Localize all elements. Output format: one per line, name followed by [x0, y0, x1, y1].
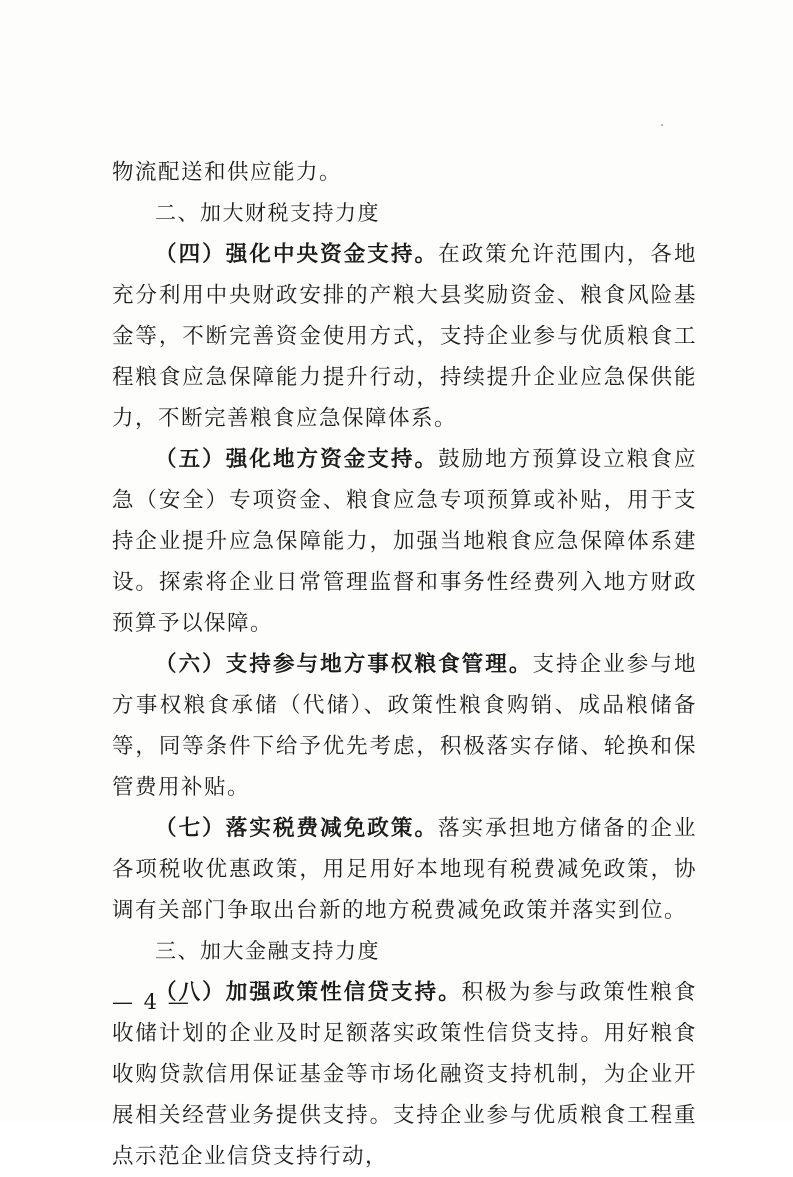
- document-body: [112, 152, 697, 1177]
- paragraph-item-4: [112, 234, 697, 439]
- item-8-lead: （八）加强政策性信贷支持。: [155, 980, 462, 1005]
- item-8-text: 积极为参与政策性粮食收储计划的企业及时足额落实政策性信贷支持。用好粮食收购贷款信用保证基金等市场化融资支持机制，为企业开展相关经营业务提供支持。支持企业参与优质粮食工程重点示范企业信贷支持行动，: [112, 980, 697, 1169]
- continuation-text: 物流配送和供应能力。: [112, 160, 343, 185]
- item-7-text: 落实承担地方储备的企业各项税收优惠政策，用足用好本地现有税费减免政策，协调有关部门争取出台新的地方税费减免政策并落实到位。: [112, 816, 697, 923]
- paragraph-item-6: [112, 644, 697, 808]
- page-number: — 4 —: [112, 990, 191, 1014]
- section-heading-two: 二、加大财税支持力度: [155, 201, 380, 225]
- item-6-lead: （六）支持参与地方事权粮食管理。: [155, 652, 533, 677]
- section-heading-three: 三、加大金融支持力度: [155, 939, 380, 963]
- paragraph-item-8: [112, 972, 697, 1177]
- item-4-lead: （四）强化中央资金支持。: [155, 242, 439, 267]
- scan-speck: [661, 124, 663, 126]
- item-5-text: 鼓励地方预算设立粮食应急（安全）专项资金、粮食应急专项预算或补贴，用于支持企业提升应急保障能力，加强当地粮食应急保障体系建设。探索将企业日常管理监督和事务性经费列入地方财政预算予以保障。: [112, 447, 697, 636]
- item-6-text: 支持企业参与地方事权粮食承储（代储）、政策性粮食购销、成品粮储备等，同等条件下给予优先考虑，积极落实存储、轮换和保管费用补贴。: [112, 652, 697, 800]
- paragraph-item-5: [112, 439, 697, 644]
- paragraph-item-7: [112, 808, 697, 931]
- item-7-lead: （七）落实税费减免政策。: [155, 816, 439, 841]
- item-5-lead: （五）强化地方资金支持。: [155, 447, 439, 472]
- paragraph-continuation: [112, 152, 697, 193]
- item-4-text: 在政策允许范围内，各地充分利用中央财政安排的产粮大县奖励资金、粮食风险基金等，不断完善资金使用方式，支持企业参与优质粮食工程粮食应急保障能力提升行动，持续提升企业应急保供能力，不断完善粮食应急保障体系。: [112, 242, 697, 431]
